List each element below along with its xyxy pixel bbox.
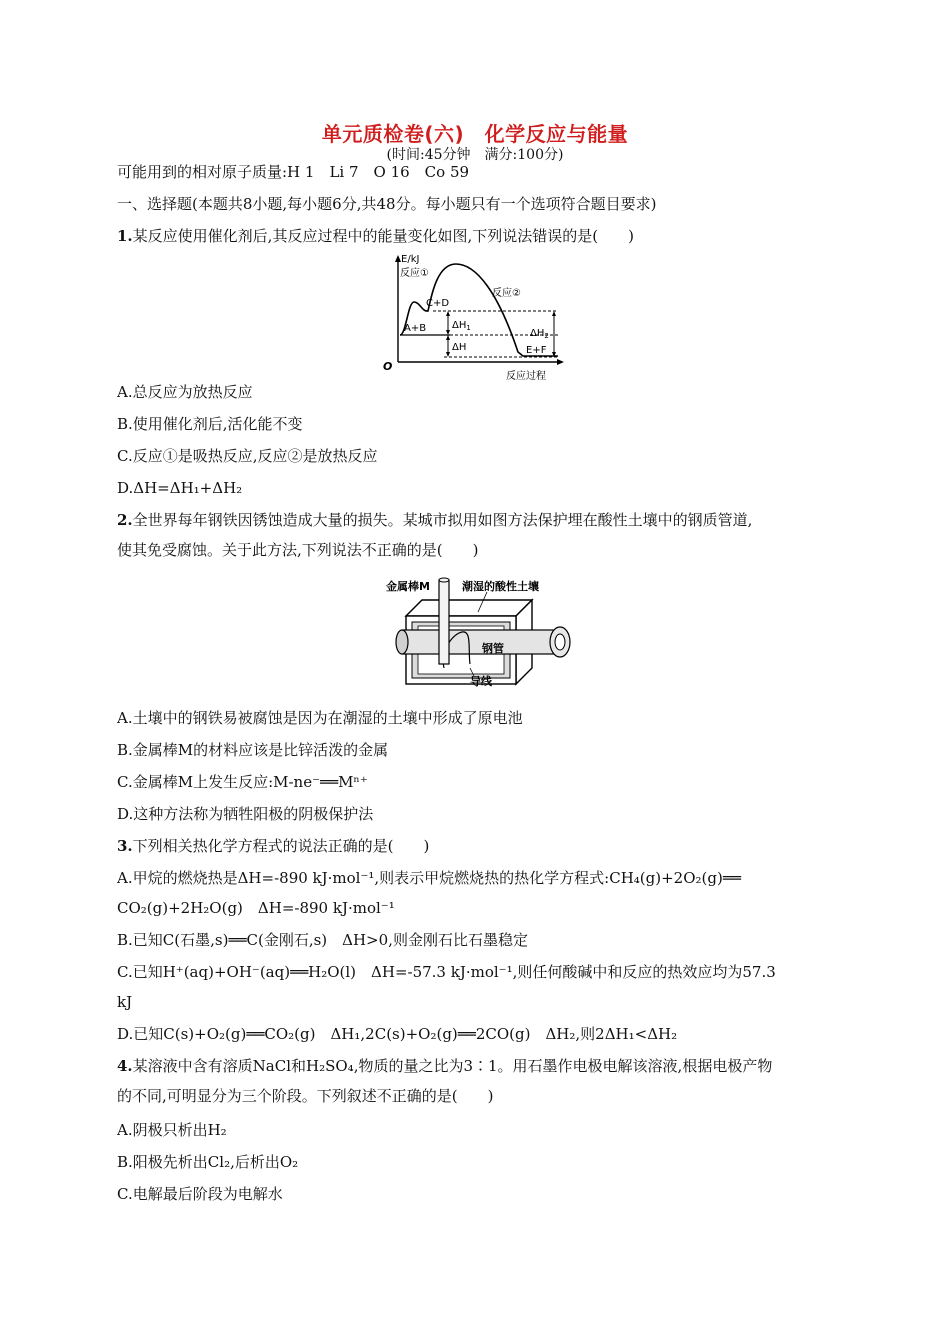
question-4-stem-cont: 的不同,可明显分为三个阶段。下列叙述不正确的是( ) <box>117 1087 494 1105</box>
q3-option-d: D.已知C(s)+O₂(g)══CO₂(g) ΔH₁,2C(s)+O₂(g)══2CO(g) ΔH₂,则2ΔH₁<ΔH₂ <box>117 1025 678 1043</box>
origin-label: O <box>383 360 393 373</box>
reaction1-label: 反应① <box>400 268 429 279</box>
q3-option-b: B.已知C(石墨,s)══C(金刚石,s) ΔH>0,则金刚石比石墨稳定 <box>117 931 528 949</box>
question-number: 4. <box>117 1057 133 1075</box>
question-number: 2. <box>117 511 133 529</box>
q1-option-a: A.总反应为放热反应 <box>117 383 253 401</box>
page-title: 单元质检卷(六) 化学反应与能量 <box>321 122 629 146</box>
q4-option-c: C.电解最后阶段为电解水 <box>117 1185 283 1203</box>
q2-option-d: D.这种方法称为牺牲阳极的阴极保护法 <box>117 805 374 823</box>
dh2-label: $\Delta H_2$ <box>530 328 549 340</box>
question-3-stem <box>117 836 429 856</box>
cd-label: C+D <box>426 298 450 309</box>
question-4-stem <box>117 1056 772 1076</box>
q4-option-b: B.阳极先析出Cl₂,后析出O₂ <box>117 1153 299 1171</box>
energy-diagram <box>378 252 578 384</box>
question-text: 某反应使用催化剂后,其反应过程中的能量变化如图,下列说法错误的是( ) <box>132 227 634 245</box>
ef-label: E+F <box>526 345 547 356</box>
question-text: 全世界每年钢铁因锈蚀造成大量的损失。某城市拟用如图方法保护埋在酸性土壤中的钢质管道, <box>132 511 753 529</box>
q3-option-a-cont: CO₂(g)+2H₂O(g) ΔH=-890 kJ·mol⁻¹ <box>117 899 395 917</box>
q3-option-c: C.已知H⁺(aq)+OH⁻(aq)══H₂O(l) ΔH=-57.3 kJ·mol⁻¹,则任何酸碱中和反应的热效应均为57.3 <box>117 963 776 981</box>
question-text: 下列相关热化学方程式的说法正确的是( ) <box>132 837 430 855</box>
exam-time-info: (时间:45分钟 满分:100分) <box>386 147 564 163</box>
y-axis-label: E/kJ <box>401 254 420 265</box>
question-number: 3. <box>117 837 133 855</box>
q2-option-a: A.土壤中的钢铁易被腐蚀是因为在潮湿的土壤中形成了原电池 <box>117 709 523 727</box>
q1-option-c: C.反应①是吸热反应,反应②是放热反应 <box>117 447 378 465</box>
soil-label: 潮湿的酸性土壤 <box>462 580 539 593</box>
reaction2-label: 反应② <box>492 288 521 299</box>
atomic-masses: 可能用到的相对原子质量:H 1 Li 7 O 16 Co 59 <box>117 163 470 181</box>
q1-option-b: B.使用催化剂后,活化能不变 <box>117 415 303 433</box>
pipe-protection-diagram <box>382 572 572 690</box>
dh-label: ΔH <box>452 342 467 353</box>
question-1-stem <box>117 226 634 246</box>
q2-option-c: C.金属棒M上发生反应:M-ne⁻══Mⁿ⁺ <box>117 773 368 791</box>
metal-rod-m <box>439 580 449 664</box>
x-axis-label: 反应过程 <box>506 371 546 382</box>
section-heading: 一、选择题(本题共8小题,每小题6分,共48分。每小题只有一个选项符合题目要求) <box>117 195 657 213</box>
q4-option-a: A.阴极只析出H₂ <box>117 1121 227 1139</box>
wire-label: 导线 <box>470 675 492 688</box>
dh1-label: $\Delta H_1$ <box>452 320 471 332</box>
pipe-label: 钢管 <box>482 642 504 655</box>
question-2-stem-cont: 使其免受腐蚀。关于此方法,下列说法不正确的是( ) <box>117 541 479 559</box>
q3-option-a: A.甲烷的燃烧热是ΔH=-890 kJ·mol⁻¹,则表示甲烷燃烧热的热化学方程式:CH₄(g)+2O₂(g)══ <box>117 869 741 887</box>
metal-rod-label: 金属棒M <box>386 580 430 593</box>
q2-option-b: B.金属棒M的材料应该是比锌活泼的金属 <box>117 741 389 759</box>
question-text: 某溶液中含有溶质NaCl和H₂SO₄,物质的量之比为3∶1。用石墨作电极电解该溶液,根据电极产物 <box>132 1057 773 1075</box>
q1-option-d: D.ΔH=ΔH₁+ΔH₂ <box>117 479 243 497</box>
q3-option-c-cont: kJ <box>117 993 133 1011</box>
ab-label: A+B <box>404 323 427 334</box>
question-number: 1. <box>117 227 133 245</box>
question-2-stem <box>117 510 752 530</box>
